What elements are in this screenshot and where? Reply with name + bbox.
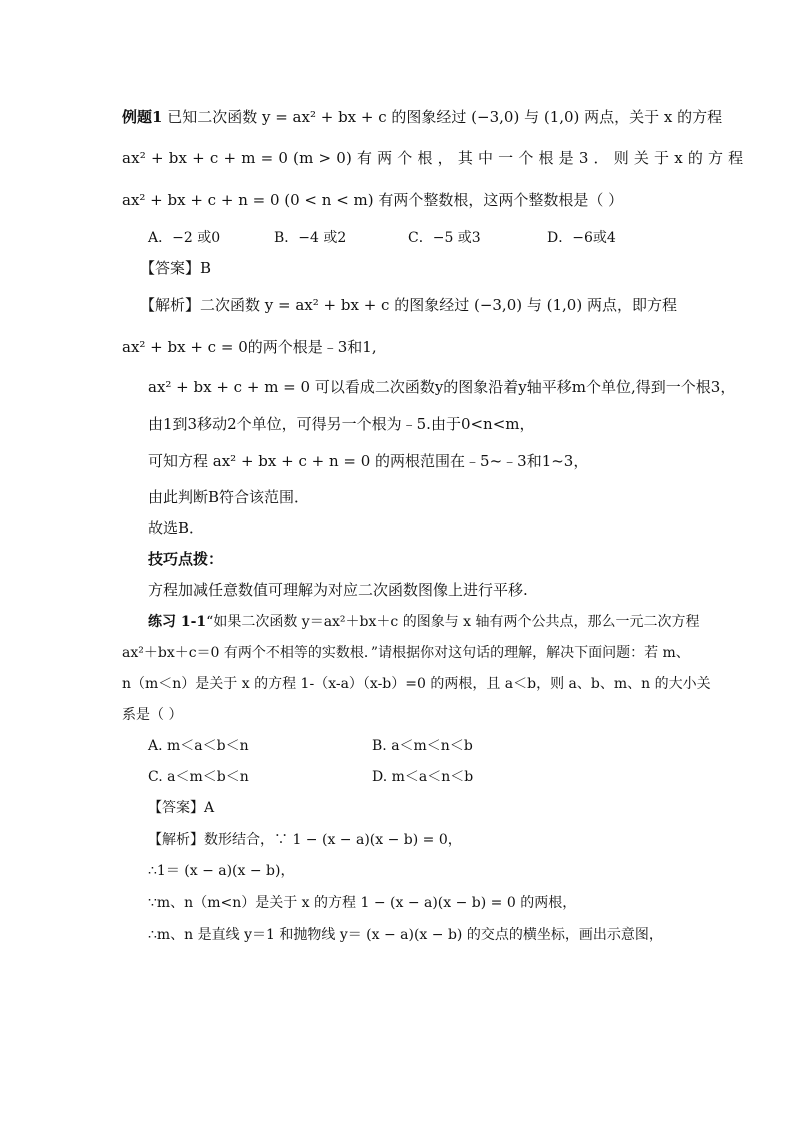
example1-option-b: B．−4 或2 [274,230,347,246]
exercise-line3: n（m＜n）是关于 x 的方程 1-（x-a）（x-b）=0 的两根，且 a＜b，则 a、b、m、n 的大小关 [122,676,711,692]
exercise-line2: ax²＋bx＋c＝0 有两个不相等的实数根．”请根据你对这句话的理解，解决下面问题：若 m、 [122,645,690,661]
example1-analysis-7: 故选B． [148,519,205,537]
exercise-line1 [148,612,700,632]
example1-answer: 【答案】B [140,259,212,277]
exercise-option-a: A. m＜a＜b＜n [148,738,249,754]
tip-text: 方程加减任意数值可理解为对应二次函数图像上进行平移. [148,581,528,599]
example1-label: 例题1 [122,108,163,126]
example1-analysis-2: ax² + bx + c = 0的两个根是﹣3和1, [122,338,377,356]
exercise-analysis-1: 【解析】数形结合，∵ 1 − (x − a)(x − b) = 0， [148,832,462,848]
example1-line2: ax² + bx + c + m = 0 (m > 0) 有 两 个 根 ， 其 中 一 个 根 是 3 ． 则 关 于 x 的 方 程 [122,149,744,167]
example1-line3: ax² + bx + c + n = 0 (0 < n < m) 有两个整数根，这两个整数根是（ ） [122,191,624,209]
exercise-option-b: B. a＜m＜n＜b [372,738,473,754]
example1-option-a: A．−2 或0 [148,230,221,246]
tip-title: 技巧点拨： [148,550,224,568]
example1-option-c: C．−5 或3 [408,230,481,246]
exercise-label: 练习 1-1 [148,614,207,630]
exercise-analysis-2: ∴1＝ (x − a)(x − b)， [148,863,295,879]
example1-analysis-3: ax² + bx + c + m = 0 可以看成二次函数y的图象沿着y轴平移m个单位,得到一个根3， [148,378,736,396]
example1-analysis-1: 【解析】二次函数 y = ax² + bx + c 的图象经过 (−3,0) 与 (1,0) 两点，即方程 [140,296,677,314]
example1-line1 [122,107,722,127]
exercise-text-1: “如果二次函数 y＝ax²＋bx＋c 的图象与 x 轴有两个公共点，那么一元二次方程 [206,614,700,630]
exercise-answer: 【答案】A [148,800,215,816]
exercise-option-d: D. m＜a＜n＜b [372,769,474,785]
example1-analysis-4: 由1到3移动2个单位，可得另一个根为﹣5.由于0<n<m， [148,415,535,433]
example1-analysis-6: 由此判断B符合该范围． [148,488,310,506]
exercise-analysis-3: ∵m、n（m<n）是关于 x 的方程 1 − (x − a)(x − b) = 0 的两根， [148,895,577,911]
example1-analysis-5: 可知方程 ax² + bx + c + n = 0 的两根范围在﹣5~﹣3和1~3， [148,452,589,470]
exercise-option-c: C. a＜m＜b＜n [148,769,249,785]
example1-option-d: D．−6或4 [547,230,616,246]
exercise-line4: 系是（ ） [122,707,183,723]
example1-text-1: 已知二次函数 y = ax² + bx + c 的图象经过 (−3,0) 与 (1,0) 两点，关于 x 的方程 [162,108,723,126]
exercise-analysis-4: ∴m、n 是直线 y＝1 和抛物线 y＝ (x − a)(x − b) 的交点的横坐标，画出示意图， [148,927,663,943]
